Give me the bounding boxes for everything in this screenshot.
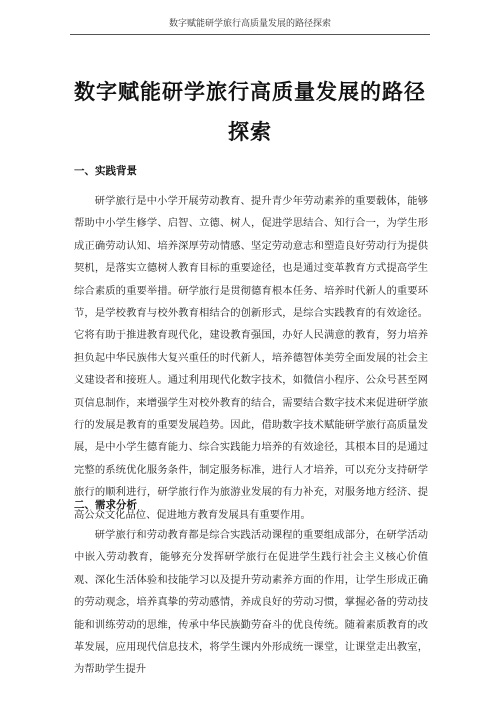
section-needs-analysis [74, 498, 428, 681]
paragraph: 研学旅行和劳动教育都是综合实践活动课程的重要组成部分，在研学活动中嵌入劳动教育，能够充分发挥研学旅行在促进学生践行社会主义核心价值观、深化生活体验和技能学习以及提升劳动素养方面的作用，让学生形成正确的劳动观念，培养真挚的劳动感情，养成良好的劳动习惯，掌握必备的劳动技能和训练劳动的思维，传承中华民族勤劳奋斗的优良传统。随着素质教育的改革发展，应用现代信息技术，将学生课内外形成统一课堂，让课堂走出教室，为帮助学生提升 [74, 529, 428, 676]
section-heading: 二、需求分析 [74, 499, 137, 511]
document-title: 数字赋能研学旅行高质量发展的路径探索 [74, 80, 426, 144]
section-heading: 一、实践背景 [74, 165, 137, 177]
running-header: 数字赋能研学旅行高质量发展的路径探索 [70, 18, 430, 35]
section-background [74, 164, 428, 526]
paragraph: 研学旅行是中小学开展劳动教育、提升青少年劳动素养的重要载体，能够帮助中小学生修学、启智、立德、树人，促进学思结合、知行合一，为学生形成正确劳动认知、培养深厚劳动情感、坚定劳动意志和塑造良好劳动行为提供契机，是落实立德树人教育目标的重要途径，也是通过变革教育方式提高学生综合素质的重要举措。研学旅行是贯彻德育根本任务、培养时代新人的重要环节，是学校教育与校外教育相结合的创新形式，是综合实践教育的有效途径。它将有助于推进教育现代化，建设教育强国，办好人民满意的教育，努力培养担负起中华民族伟大复兴重任的时代新人，培养德智体美劳全面发展的社会主义建设者和接班人。通过利用现代化数字技术，如微信小程序、公众号甚至网页信息制作，来增强学生对校外教育的结合，需要结合数字技术来促进研学旅行的发展是教育的重要发展趋势。因此，借助数字技术赋能研学旅行高质量发展，是中小学生德育能力、综合实践能力培养的有效途径，其根本目的是通过完整的系统优化服务条件，制定服务标准，进行人才培养，可以充分支持研学旅行的顺利进行，研学旅行作为旅游业发展的有力补充，对服务地方经济、提高公众文化品位、促进地方教育发展具有重要作用。 [74, 195, 428, 521]
